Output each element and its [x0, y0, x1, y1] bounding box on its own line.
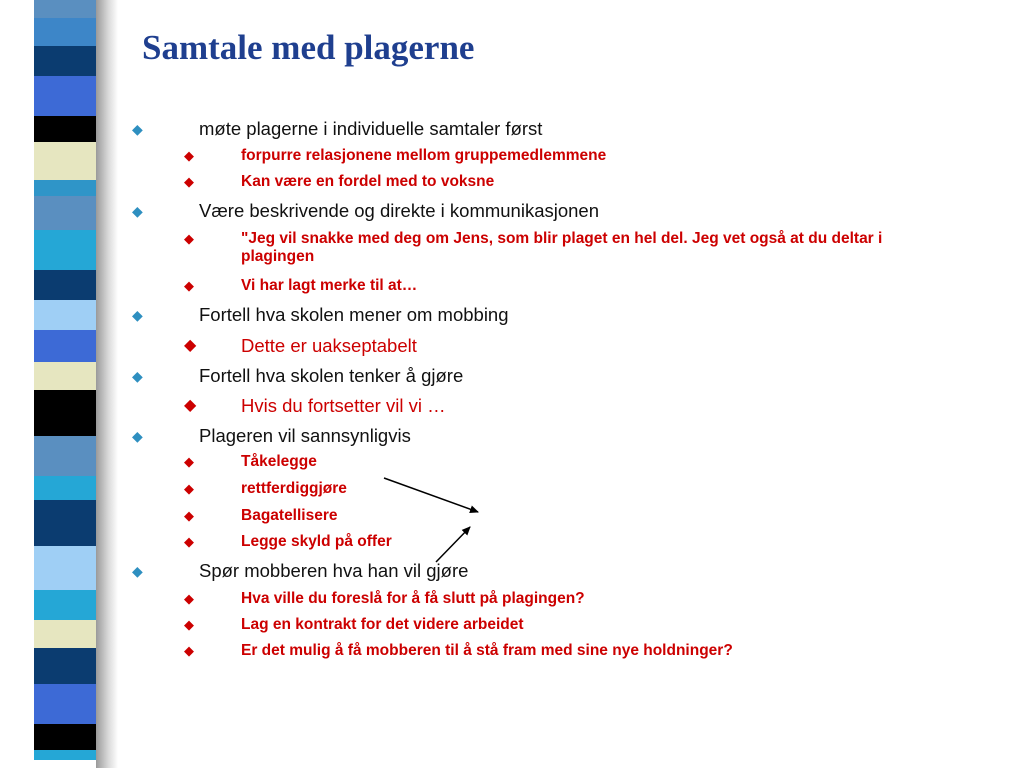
diamond-icon: ◆ [132, 307, 143, 323]
diamond-icon: ◆ [184, 454, 194, 469]
bullet-text: Være beskrivende og direkte i kommunikasjonen [199, 200, 600, 221]
sub-bullet-text: forpurre relasjonene mellom gruppemedlemmene [241, 147, 607, 164]
diamond-icon: ◆ [184, 397, 197, 414]
diamond-icon: ◆ [184, 278, 194, 293]
diamond-icon: ◆ [184, 643, 194, 658]
diamond-icon: ◆ [184, 591, 194, 606]
diamond-icon: ◆ [184, 481, 194, 496]
bullet-text: Plageren vil sannsynligvis [199, 425, 411, 446]
diamond-icon: ◆ [132, 428, 143, 444]
sub-bullet-text: Dette er uakseptabelt [241, 335, 417, 356]
diamond-icon: ◆ [184, 534, 194, 549]
arrow-from-legge-skyld [436, 527, 470, 562]
bullet-text: møte plagerne i individuelle samtaler først [199, 118, 543, 139]
arrow-from-rettferdiggjore [384, 478, 478, 512]
diamond-icon: ◆ [184, 174, 194, 189]
diamond-icon: ◆ [132, 121, 143, 137]
diamond-icon: ◆ [132, 368, 143, 384]
sub-bullet-text: Hvis du fortsetter vil vi … [241, 395, 446, 416]
sub-bullet-text: Legge skyld på offer [241, 533, 392, 550]
sub-bullet-text: Vi har lagt merke til at… [241, 277, 418, 294]
sub-bullet-text: Hva ville du foreslå for å få slutt på plagingen? [241, 590, 585, 607]
diamond-icon: ◆ [132, 203, 143, 219]
slide-title: Samtale med plagerne [142, 28, 475, 67]
diamond-icon: ◆ [184, 508, 194, 523]
diamond-icon: ◆ [184, 337, 197, 354]
diamond-icon: ◆ [184, 148, 194, 163]
sub-bullet-text: Er det mulig å få mobberen til å stå fram med sine nye holdninger? [241, 642, 733, 659]
sub-bullet-text: Bagatellisere [241, 507, 338, 524]
sub-bullet-text: Lag en kontrakt for det videre arbeidet [241, 616, 524, 633]
sub-bullet-text: Tåkelegge [241, 453, 317, 470]
bullet-text: Fortell hva skolen tenker å gjøre [199, 365, 464, 386]
bullet-text: Spør mobberen hva han vil gjøre [199, 560, 469, 581]
diamond-icon: ◆ [132, 563, 143, 579]
diamond-icon: ◆ [184, 617, 194, 632]
sub-bullet-text: "Jeg vil snakke med deg om Jens, som blir plaget en hel del. Jeg vet også at du deltar i plagingen [241, 230, 883, 265]
diamond-icon: ◆ [184, 231, 194, 246]
sub-bullet-text: rettferdiggjøre [241, 480, 347, 497]
sub-bullet-text: Kan være en fordel med to voksne [241, 173, 495, 190]
bullet-text: Fortell hva skolen mener om mobbing [199, 304, 509, 325]
